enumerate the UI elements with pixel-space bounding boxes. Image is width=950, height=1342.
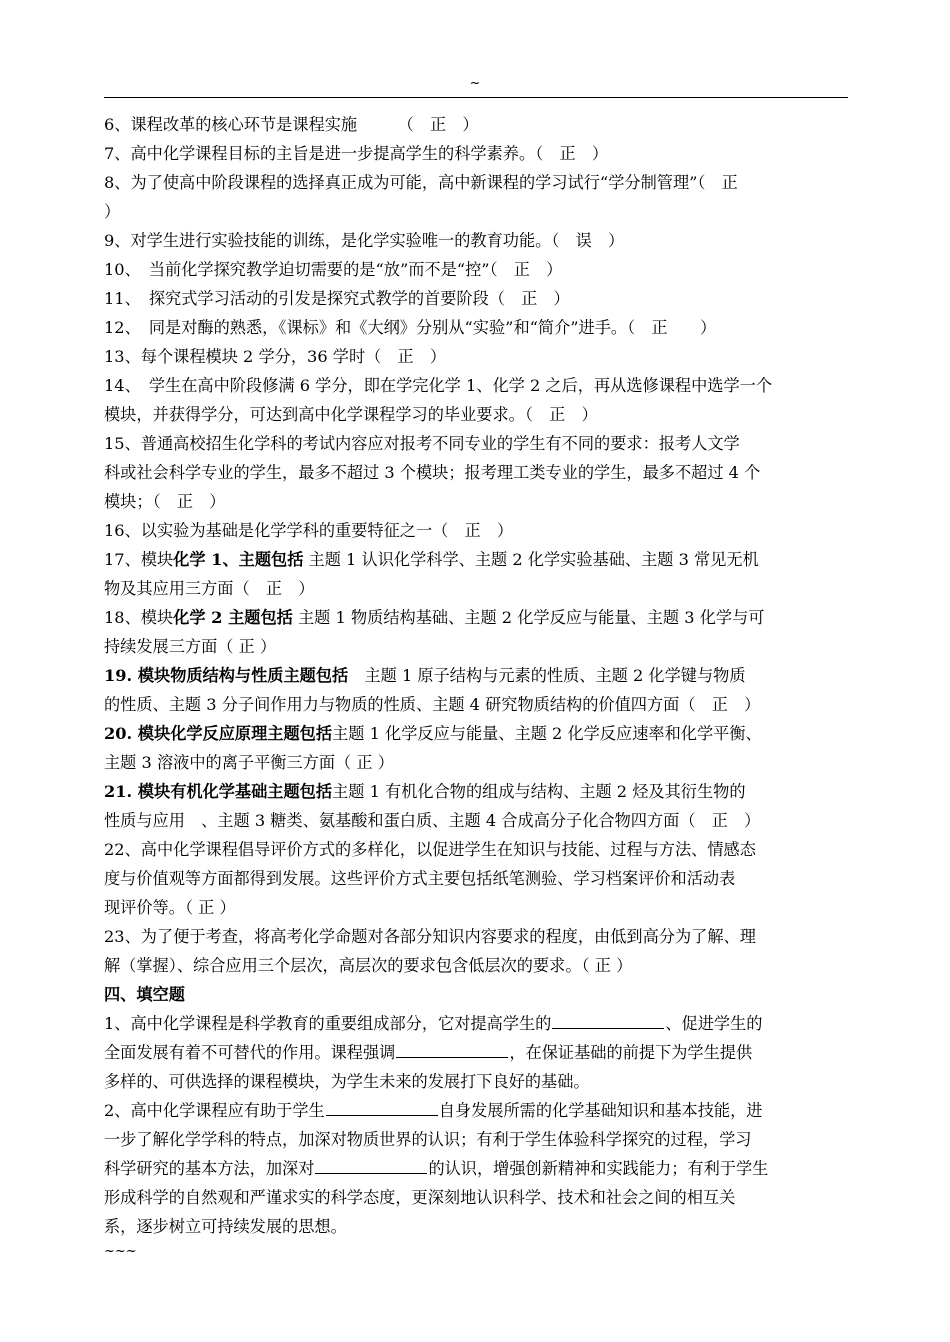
text-segment: 科学研究的基本方法，加深对 bbox=[104, 1159, 315, 1178]
text-line bbox=[104, 1183, 848, 1212]
text-line bbox=[104, 864, 848, 893]
header-rule bbox=[104, 97, 848, 98]
text-segment: ，在保证基础的前提下为学生提供 bbox=[509, 1043, 753, 1062]
text-line bbox=[104, 661, 848, 690]
text-line bbox=[104, 1009, 848, 1038]
text-segment: 四、填空题 bbox=[104, 985, 185, 1004]
text-line bbox=[104, 110, 848, 139]
fill-in-blank bbox=[326, 1097, 438, 1116]
text-line bbox=[104, 922, 848, 951]
text-segment: 一步了解化学学科的特点，加深对物质世界的认识；有利于学生体验科学探究的过程，学习 bbox=[104, 1130, 752, 1149]
text-segment: 13、每个课程模块 2 学分，36 学时（ 正 ） bbox=[104, 347, 447, 366]
text-segment: 16、以实验为基础是化学学科的重要特征之一（ 正 ） bbox=[104, 521, 514, 540]
text-segment: 主题 1 物质结构基础、主题 2 化学反应与能量、主题 3 化学与可 bbox=[292, 608, 765, 627]
text-segment: 全面发展有着不可替代的作用。课程强调 bbox=[104, 1043, 396, 1062]
text-segment: 20. 模块 bbox=[104, 724, 171, 743]
text-segment: 8、为了使高中阶段课程的选择真正成为可能，高中新课程的学习试行“学分制管理”（ 正 bbox=[104, 173, 738, 192]
text-segment: 主题 1 化学反应与能量、主题 2 化学反应速率和化学平衡、 bbox=[332, 724, 762, 743]
text-segment: 主题 1 原子结构与元素的性质、主题 2 化学键与物质 bbox=[348, 666, 746, 685]
text-line bbox=[104, 1154, 848, 1183]
text-segment: 23、为了便于考查，将高考化学命题对各部分知识内容要求的程度，由低到高分为了解、理 bbox=[104, 927, 756, 946]
text-line bbox=[104, 139, 848, 168]
text-segment: 10、 当前化学探究教学迫切需要的是“放”而不是“控”（ 正 ） bbox=[104, 260, 563, 279]
text-segment: 9、对学生进行实验技能的训练，是化学实验唯一的教育功能。（ 误 ） bbox=[104, 231, 625, 250]
text-segment: 化学 2 主题包括 bbox=[173, 608, 293, 627]
text-line bbox=[104, 284, 848, 313]
text-segment: 1、高中化学课程是科学教育的重要组成部分，它对提高学生的 bbox=[104, 1014, 552, 1033]
text-line bbox=[104, 835, 848, 864]
text-segment: 化学 1、主题包括 bbox=[173, 550, 304, 569]
fill-in-blank bbox=[396, 1039, 508, 1058]
text-line bbox=[104, 516, 848, 545]
text-segment: 18、模块 bbox=[104, 608, 174, 627]
text-line bbox=[104, 1125, 848, 1154]
text-segment: 、促进学生的 bbox=[665, 1014, 763, 1033]
text-line bbox=[104, 458, 848, 487]
text-segment: 模块；（ 正 ） bbox=[104, 492, 226, 511]
page-header-mark: ~ bbox=[469, 76, 481, 91]
text-line bbox=[104, 951, 848, 980]
text-segment: 2、高中化学课程应有助于学生 bbox=[104, 1101, 325, 1120]
text-line bbox=[104, 748, 848, 777]
text-segment: 性质与应用 、主题 3 糖类、氨基酸和蛋白质、主题 4 合成高分子化合物四方面（ 正 ） bbox=[104, 811, 761, 830]
text-segment: 11、 探究式学习活动的引发是探究式教学的首要阶段（ 正 ） bbox=[104, 289, 570, 308]
text-segment: 主题 3 溶液中的离子平衡三方面（ 正 ） bbox=[104, 753, 394, 772]
text-line bbox=[104, 255, 848, 284]
text-segment: 22、高中化学课程倡导评价方式的多样化，以促进学生在知识与技能、过程与方法、情感态 bbox=[104, 840, 756, 859]
text-segment: 的性质、主题 3 分子间作用力与物质的性质、主题 4 研究物质结构的价值四方面（ 正 ） bbox=[104, 695, 761, 714]
text-line bbox=[104, 1038, 848, 1067]
text-segment: 19. 模块 bbox=[104, 666, 171, 685]
text-segment: 12、 同是对酶的熟悉，《课标》和《大纲》分别从“实验”和“简介”进手。（ 正 ） bbox=[104, 318, 717, 337]
text-line bbox=[104, 168, 848, 197]
text-line bbox=[104, 806, 848, 835]
text-segment: 物及其应用三方面（ 正 ） bbox=[104, 579, 315, 598]
text-segment: 持续发展三方面（ 正 ） bbox=[104, 637, 277, 656]
text-segment: 14、 学生在高中阶段修满 6 学分，即在学完化学 1、化学 2 之后，再从选修课程中选学一个 bbox=[104, 376, 773, 395]
text-line bbox=[104, 1212, 848, 1241]
text-line bbox=[104, 1096, 848, 1125]
text-segment: 17、模块 bbox=[104, 550, 174, 569]
text-segment: 度与价值观等方面都得到发展。这些评价方式主要包括纸笔测验、学习档案评价和活动表 bbox=[104, 869, 736, 888]
fill-in-blank bbox=[552, 1010, 664, 1029]
text-line bbox=[104, 400, 848, 429]
text-line bbox=[104, 313, 848, 342]
page-footer-mark: ~~~ bbox=[104, 1244, 137, 1259]
text-segment: 解（掌握）、综合应用三个层次，高层次的要求包含低层次的要求。（ 正 ） bbox=[104, 956, 633, 975]
text-line bbox=[104, 429, 848, 458]
document-body bbox=[104, 110, 848, 1241]
text-segment: 主题 1 认识化学科学、主题 2 化学实验基础、主题 3 常见无机 bbox=[303, 550, 759, 569]
text-segment: 6、课程改革的核心环节是课程实施 （ 正 ） bbox=[104, 115, 479, 134]
text-line bbox=[104, 893, 848, 922]
text-segment: 系，逐步树立可持续发展的思想。 bbox=[104, 1217, 347, 1236]
text-segment: 化学反应原理主题包括 bbox=[170, 724, 333, 743]
text-segment: 模块，并获得学分，可达到高中化学课程学习的毕业要求。（ 正 ） bbox=[104, 405, 598, 424]
text-segment: 的认识，增强创新精神和实践能力；有利于学生 bbox=[428, 1159, 769, 1178]
text-segment: 有机化学基础主题包括 bbox=[170, 782, 333, 801]
text-segment: 多样的、可供选择的课程模块，为学生未来的发展打下良好的基础。 bbox=[104, 1072, 590, 1091]
text-segment: 形成科学的自然观和严谨求实的科学态度，更深刻地认识科学、技术和社会之间的相互关 bbox=[104, 1188, 736, 1207]
text-line bbox=[104, 487, 848, 516]
fill-in-blank bbox=[315, 1155, 427, 1174]
text-line bbox=[104, 719, 848, 748]
text-segment: ） bbox=[104, 202, 121, 221]
text-line bbox=[104, 980, 848, 1009]
text-line bbox=[104, 690, 848, 719]
text-line bbox=[104, 226, 848, 255]
text-segment: 主题 1 有机化合物的组成与结构、主题 2 烃及其衍生物的 bbox=[332, 782, 746, 801]
text-line bbox=[104, 777, 848, 806]
text-segment: 15、普通高校招生化学科的考试内容应对报考不同专业的学生有不同的要求：报考人文学 bbox=[104, 434, 740, 453]
text-line bbox=[104, 632, 848, 661]
text-line bbox=[104, 603, 848, 632]
text-line bbox=[104, 1067, 848, 1096]
text-segment: 物质结构与性质主题包括 bbox=[170, 666, 349, 685]
text-segment: 科或社会科学专业的学生，最多不超过 3 个模块；报考理工类专业的学生，最多不超过 4 个 bbox=[104, 463, 761, 482]
text-segment: 自身发展所需的化学基础知识和基本技能，进 bbox=[438, 1101, 763, 1120]
text-line bbox=[104, 574, 848, 603]
text-segment: 21. 模块 bbox=[104, 782, 171, 801]
text-segment: 现评价等。（ 正 ） bbox=[104, 898, 236, 917]
text-line bbox=[104, 545, 848, 574]
text-line bbox=[104, 197, 848, 226]
text-line bbox=[104, 371, 848, 400]
text-segment: 7、高中化学课程目标的主旨是进一步提高学生的科学素养。（ 正 ） bbox=[104, 144, 609, 163]
text-line bbox=[104, 342, 848, 371]
